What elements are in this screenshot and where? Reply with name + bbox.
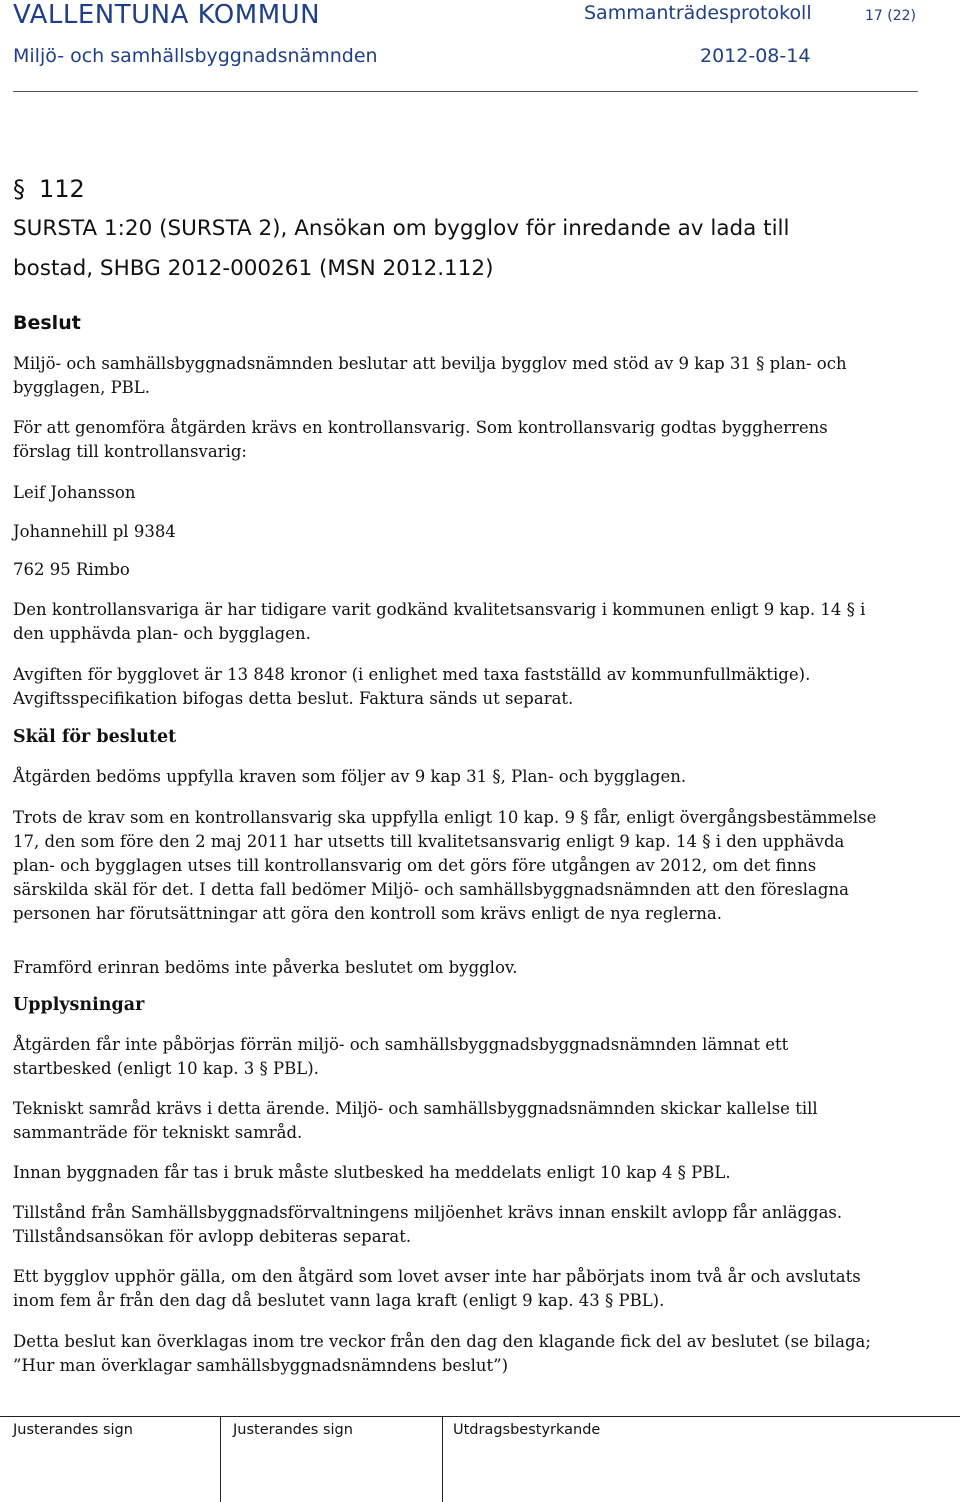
certification-label: Utdragsbestyrkande	[453, 1422, 601, 1438]
item-number-value: 112	[39, 175, 85, 203]
signature-label-1: Justerandes sign	[13, 1422, 133, 1438]
section-sign: §	[13, 175, 25, 203]
information-paragraph-5: Ett bygglov upphör gälla, om den åtgärd som lovet avser inte har påbörjats inom två år och avslutats inom fem år från den dag då beslutet vann laga kraft (enligt 9 kap. 43 § PBL).	[13, 1267, 861, 1310]
reasons-paragraph-3: Framförd erinran bedöms inte påverka beslutet om bygglov.	[13, 958, 518, 977]
controller-address-1: Johannehill pl 9384	[13, 522, 176, 541]
decision-paragraph-1: Miljö- och samhällsbyggnadsnämnden beslutar att bevilja bygglov med stöd av 9 kap 31 § plan- och bygglagen, PBL.	[13, 354, 847, 397]
header-divider	[13, 91, 918, 92]
information-heading: Upplysningar	[13, 995, 145, 1015]
controller-address-2: 762 95 Rimbo	[13, 560, 130, 579]
decision-paragraph-2: För att genomföra åtgärden krävs en kontrollansvarig. Som kontrollansvarig godtas byggherrens förslag till kontrollansvarig:	[13, 418, 828, 461]
board-name: Miljö- och samhällsbyggnadsnämnden	[13, 45, 378, 67]
item-title-line-1: SURSTA 1:20 (SURSTA 2), Ansökan om bygglov för inredande av lada till	[13, 216, 790, 241]
footer-column-divider-2	[442, 1416, 443, 1502]
document-type: Sammanträdesprotokoll	[584, 2, 812, 24]
meeting-date: 2012-08-14	[700, 45, 811, 67]
page-number: 17 (22)	[865, 8, 917, 24]
page-header	[0, 0, 960, 95]
controller-name: Leif Johansson	[13, 483, 136, 502]
information-paragraph-4: Tillstånd från Samhällsbyggnadsförvaltningens miljöenhet krävs innan enskilt avlopp får anläggas. Tillståndsansökan för avlopp debiteras separat.	[13, 1203, 843, 1246]
reasons-heading: Skäl för beslutet	[13, 727, 177, 747]
decision-paragraph-3: Den kontrollansvariga är har tidigare varit godkänd kvalitetsansvarig i kommunen enligt 9 kap. 14 § i den upphävda plan- och bygglagen.	[13, 600, 866, 643]
signature-footer	[0, 1414, 960, 1502]
decision-heading: Beslut	[13, 312, 81, 334]
signature-label-2: Justerandes sign	[233, 1422, 353, 1438]
information-paragraph-3: Innan byggnaden får tas i bruk måste slutbesked ha meddelats enligt 10 kap 4 § PBL.	[13, 1163, 731, 1182]
item-title-line-2: bostad, SHBG 2012-000261 (MSN 2012.112)	[13, 256, 494, 281]
footer-divider	[0, 1416, 960, 1417]
information-paragraph-6: Detta beslut kan överklagas inom tre veckor från den dag den klagande fick del av beslutet (se bilaga; ”Hur man överklagar samhällsbyggnadsnämndens beslut”)	[13, 1332, 871, 1375]
information-paragraph-1: Åtgärden får inte påbörjas förrän miljö- och samhällsbyggnadsbyggnadsnämnden lämnat ett startbesked (enligt 10 kap. 3 § PBL).	[13, 1035, 789, 1078]
decision-paragraph-4: Avgiften för bygglovet är 13 848 kronor (i enlighet med taxa fastställd av kommunfullmäktige). Avgiftsspecifikation bifogas detta beslut. Faktura sänds ut separat.	[13, 665, 811, 708]
information-paragraph-2: Tekniskt samråd krävs i detta ärende. Miljö- och samhällsbyggnadsnämnden skickar kallelse till sammanträde för tekniskt samråd.	[13, 1099, 818, 1142]
item-number	[13, 175, 85, 203]
reasons-paragraph-2: Trots de krav som en kontrollansvarig ska uppfylla enligt 10 kap. 9 § får, enligt övergångsbestämmelse 17, den som före den 2 maj 2011 har utsetts till kvalitetsansvarig enligt 9 kap. 14 § i den upphävda plan- och bygglagen utses till kontrollansvarig om det görs före utgången av 2012, om det finns särskilda skäl för det. I detta fall bedömer Miljö- och samhällsbyggnadsnämnden att den föreslagna personen har förutsättningar att göra den kontroll som krävs enligt de nya reglerna.	[13, 808, 877, 923]
footer-column-divider-1	[220, 1416, 221, 1502]
organization-name: VALLENTUNA KOMMUN	[13, 0, 321, 30]
reasons-paragraph-1: Åtgärden bedöms uppfylla kraven som följer av 9 kap 31 §, Plan- och bygglagen.	[13, 767, 687, 786]
